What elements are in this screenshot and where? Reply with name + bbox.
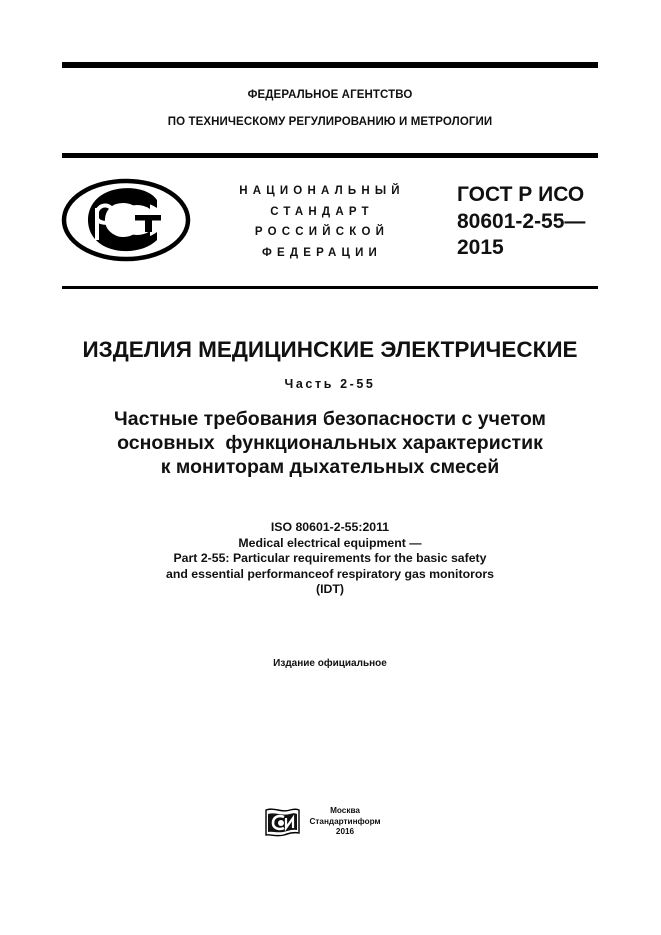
iso-reference-line: Medical electrical equipment — bbox=[238, 535, 422, 550]
standartinform-logo-icon bbox=[264, 806, 300, 838]
publisher-city: Москва bbox=[330, 806, 360, 815]
iso-reference-line: ISO 80601-2-55:2011 bbox=[270, 520, 390, 534]
designation-line: ГОСТ Р ИСО bbox=[457, 183, 585, 206]
agency-name-line-1: ФЕДЕРАЛЬНОЕ АГЕНТСТВО bbox=[247, 89, 413, 101]
iso-reference bbox=[62, 520, 598, 598]
agency-name-line-2: ПО ТЕХНИЧЕСКОМУ РЕГУЛИРОВАНИЮ И МЕТРОЛОГИИ bbox=[167, 116, 493, 128]
document-part: Часть 2-55 bbox=[284, 377, 376, 391]
header-rule bbox=[62, 153, 598, 158]
subtitle-line: основных функциональных характеристик bbox=[117, 431, 543, 454]
standard-designation bbox=[457, 182, 585, 262]
document-subtitle bbox=[62, 408, 598, 479]
national-standard-line: НАЦИОНАЛЬНЫЙ bbox=[239, 185, 405, 197]
iso-reference-line: (IDT) bbox=[316, 582, 344, 597]
publisher-info bbox=[307, 806, 383, 838]
national-standard-label bbox=[232, 181, 412, 263]
iso-reference-line: Part 2-55: Particular requirements for the basic safety bbox=[173, 551, 487, 566]
national-standard-line: СТАНДАРТ bbox=[270, 205, 374, 218]
publisher-name: Стандартинформ bbox=[309, 816, 381, 826]
national-standard-line: ФЕДЕРАЦИИ bbox=[261, 246, 383, 259]
designation-line: 80601-2-55— bbox=[457, 209, 586, 233]
designation-line: 2015 bbox=[457, 236, 504, 259]
subtitle-line: к мониторам дыхательных смесей bbox=[160, 455, 500, 478]
edition-label: Издание официальное bbox=[273, 658, 387, 669]
title-rule bbox=[62, 286, 598, 289]
iso-reference-line: and essential performanceof respiratory gas monitorors bbox=[165, 566, 494, 581]
publication-year: 2016 bbox=[335, 827, 355, 837]
subtitle-line: Частные требования безопасности с учетом bbox=[114, 408, 546, 430]
national-standard-line: РОССИЙСКОЙ bbox=[254, 226, 390, 239]
top-rule bbox=[62, 62, 598, 68]
document-title: ИЗДЕЛИЯ МЕДИЦИНСКИЕ ЭЛЕКТРИЧЕСКИЕ bbox=[82, 337, 578, 362]
gost-logo-icon bbox=[61, 178, 191, 262]
